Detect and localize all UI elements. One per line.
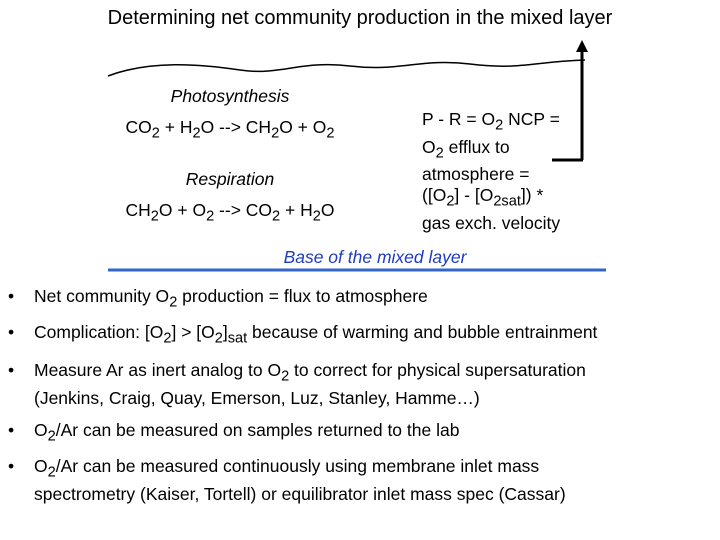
page-title: Determining net community production in the mixed layer xyxy=(107,7,613,29)
sea-surface-wave xyxy=(108,60,585,76)
photosynthesis-label: Photosynthesis xyxy=(170,86,290,106)
mixed-layer-base-label: Base of the mixed layer xyxy=(283,247,467,267)
ncp-text: $P - R = O_2$ NCP = $O_2$ efflux to atmosphere = $([O_2] - [O_{2sat}])$ * gas exch. velocity xyxy=(422,109,561,233)
respiration-equation: $CH_2O + O_2$ --> $CO_2 + H_2O$ xyxy=(125,200,335,225)
respiration-label: Respiration xyxy=(185,169,275,189)
photosynthesis-equation: $CO_2 + H_2O$ --> $CH_2O + O_2$ xyxy=(125,117,335,142)
flux-arrow-head xyxy=(576,40,588,52)
